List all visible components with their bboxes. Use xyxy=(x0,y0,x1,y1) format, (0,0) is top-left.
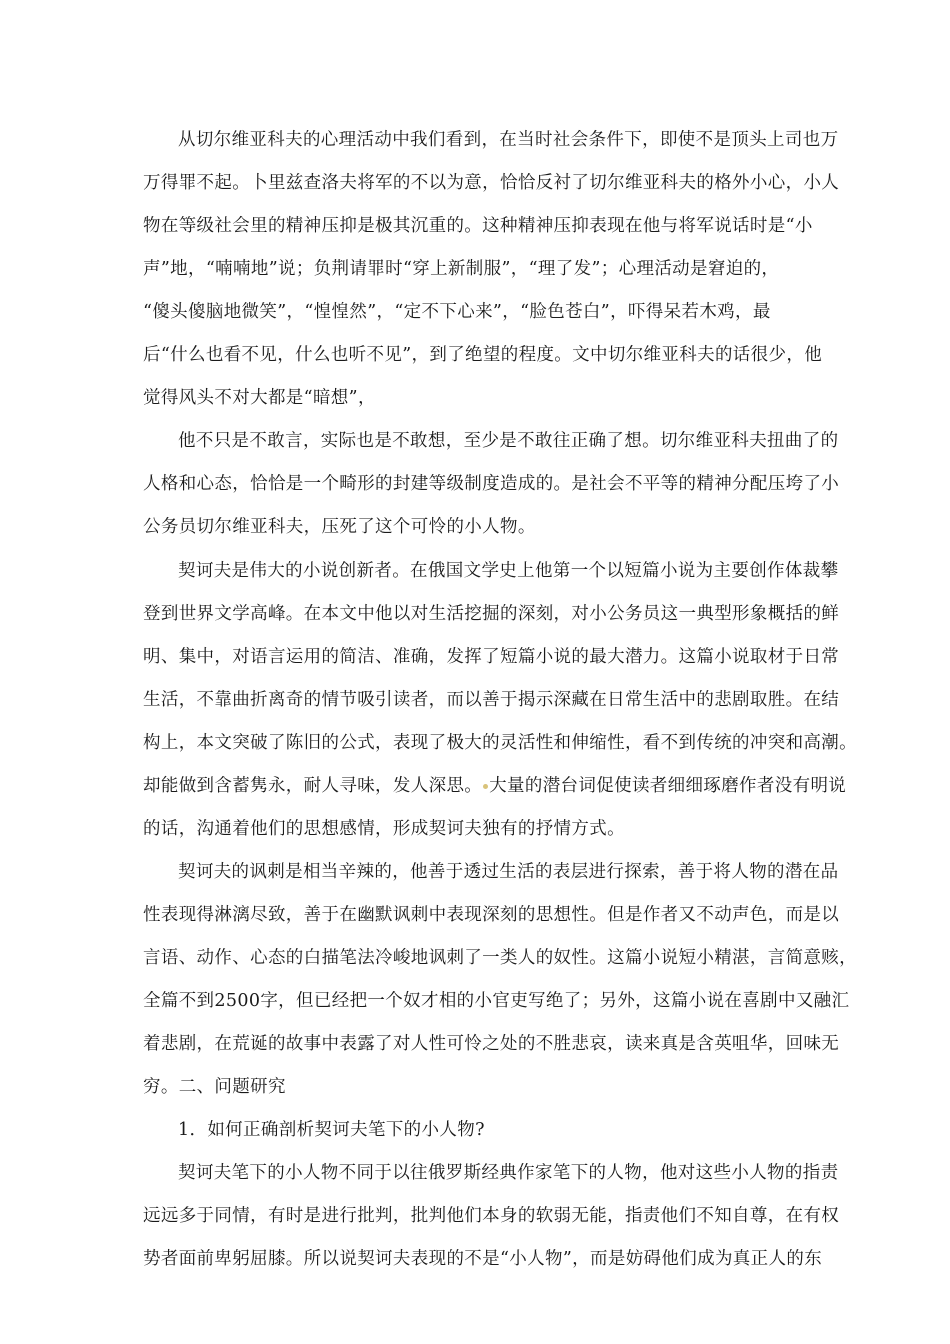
paragraph-1-line-3: 物在等级社会里的精神压抑是极其沉重的。这种精神压抑表现在他与将军说话时是“小 xyxy=(143,216,813,236)
paragraph-4-line-4: 全篇不到2500字，但已经把一个奴才相的小官吏写绝了；另外，这篇小说在喜剧中又融汇 xyxy=(143,991,850,1011)
paragraph-1-line-5: “傻头傻脑地微笑”，“惶惶然”，“定不下心来”，“脸色苍白”，吓得呆若木鸡，最 xyxy=(143,302,771,322)
paragraph-3-line-2: 登到世界文学高峰。在本文中他以对生活挖掘的深刻，对小公务员这一典型形象概括的鲜 xyxy=(143,604,840,624)
paragraph-3-line-7: 的话，沟通着他们的思想感情，形成契诃夫独有的抒情方式。 xyxy=(143,819,625,839)
paragraph-2-line-1: 他不只是不敢言，实际也是不敢想，至少是不敢往正确了想。切尔维亚科夫扭曲了的 xyxy=(178,431,839,451)
paragraph-1-line-6: 后“什么也看不见，什么也听不见”，到了绝望的程度。文中切尔维亚科夫的话很少，他 xyxy=(143,345,823,365)
paragraph-3-line-3: 明、集中，对语言运用的简洁、准确，发挥了短篇小说的最大潜力。这篇小说取材于日常 xyxy=(143,647,840,667)
question-heading: 1．如何正确剖析契诃夫笔下的小人物? xyxy=(178,1120,485,1140)
paragraph-4-line-1: 契诃夫的讽刺是相当辛辣的，他善于透过生活的表层进行探索，善于将人物的潜在品 xyxy=(178,862,839,882)
paragraph-4-line-5: 着悲剧，在荒诞的故事中表露了对人性可怜之处的不胜悲哀，读来真是含英咀华，回味无 xyxy=(143,1034,840,1054)
paragraph-5-line-2: 远远多于同情，有时是进行批判，批判他们本身的软弱无能，指责他们不知自尊，在有权 xyxy=(143,1206,840,1226)
stray-mark-icon xyxy=(483,784,488,789)
paragraph-5-line-3: 势者面前卑躬屈膝。所以说契诃夫表现的不是“小人物”，而是妨碍他们成为真正人的东 xyxy=(143,1249,823,1269)
paragraph-1-line-7: 觉得风头不对大都是“暗想”， xyxy=(143,388,376,408)
paragraph-3-line-5: 构上，本文突破了陈旧的公式，表现了极大的灵活性和伸缩性，看不到传统的冲突和高潮。 xyxy=(143,733,857,753)
paragraph-3-line-6 xyxy=(143,775,846,797)
paragraph-2-line-3: 公务员切尔维亚科夫，压死了这个可怜的小人物。 xyxy=(143,517,536,537)
paragraph-1-line-1: 从切尔维亚科夫的心理活动中我们看到，在当时社会条件下，即使不是顶头上司也万 xyxy=(178,130,839,150)
paragraph-1-line-4: 声”地，“喃喃地”说；负荆请罪时“穿上新制服”，“理了发”；心理活动是窘迫的， xyxy=(143,259,780,279)
paragraph-5-line-1: 契诃夫笔下的小人物不同于以往俄罗斯经典作家笔下的人物，他对这些小人物的指责 xyxy=(178,1163,839,1183)
paragraph-2-line-2: 人格和心态，恰恰是一个畸形的封建等级制度造成的。是社会不平等的精神分配压垮了小 xyxy=(143,474,840,494)
paragraph-1-line-2: 万得罪不起。卜里兹查洛夫将军的不以为意，恰恰反衬了切尔维亚科夫的格外小心，小人 xyxy=(143,173,840,193)
paragraph-4-line-2: 性表现得淋漓尽致，善于在幽默讽刺中表现深刻的思想性。但是作者又不动声色，而是以 xyxy=(143,905,840,925)
paragraph-3-line-6-part-2: 大量的潜台词促使读者细细琢磨作者没有明说 xyxy=(489,776,847,796)
paragraph-4-line-3: 言语、动作、心态的白描笔法冷峻地讽刺了一类人的奴性。这篇小说短小精湛，言简意赅， xyxy=(143,948,857,968)
paragraph-3-line-6-part-1: 却能做到含蓄隽永，耐人寻味，发人深思。 xyxy=(143,776,483,796)
paragraph-3-line-4: 生活，不靠曲折离奇的情节吸引读者，而以善于揭示深藏在日常生活中的悲剧取胜。在结 xyxy=(143,690,840,710)
paragraph-3-line-1: 契诃夫是伟大的小说创新者。在俄国文学史上他第一个以短篇小说为主要创作体裁攀 xyxy=(178,561,839,581)
paragraph-4-line-6: 穷。二、问题研究 xyxy=(143,1077,286,1097)
